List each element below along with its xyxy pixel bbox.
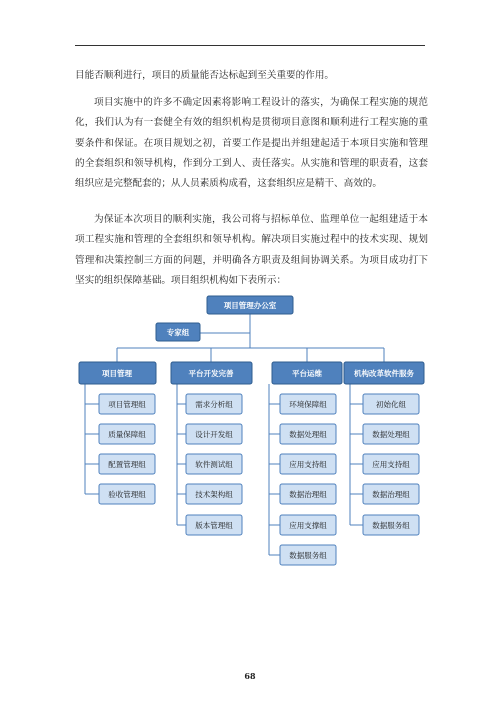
org-group [186, 394, 242, 414]
org-group [186, 424, 242, 444]
paragraph-2: 项目实施中的许多不确定因素将影响工程设计的落实，为确保工程实施的规范化，我们认为有一套健全有效的组织机构是贯彻项目意图和顺利进行工程实施的重要条件和保证。在项目规划之初，首要工作是提出并组建起适于本项目实施和管理的全套组织和领导机构，作到分工到人、责任落实。从实施和管理的职责看，这套组织应是完整配套的；从人员素质构成看，这套组织应是精干、高效的。 [75, 97, 428, 190]
org-group [186, 515, 242, 535]
group-label: 应用支撑组 [289, 521, 327, 530]
org-department [171, 362, 252, 384]
org-expert [156, 323, 200, 341]
department-label: 机构改革软件服务 [354, 369, 414, 378]
page-number: 68 [244, 671, 256, 681]
group-label: 项目管理组 [108, 400, 146, 409]
org-group [99, 454, 155, 474]
group-label: 应用支持组 [289, 460, 327, 469]
department-label: 项目管理 [102, 369, 132, 378]
org-expert-label: 专家组 [166, 328, 190, 337]
group-label: 技术架构组 [195, 490, 233, 499]
org-group [363, 454, 419, 474]
group-label: 质量保障组 [108, 430, 146, 439]
org-group [99, 394, 155, 414]
org-root-label: 项目管理办公室 [223, 301, 277, 310]
org-group [186, 454, 242, 474]
group-label: 数据治理组 [289, 490, 327, 499]
org-department [344, 362, 424, 384]
org-group [280, 394, 336, 414]
group-label: 数据处理组 [289, 430, 327, 439]
department-label: 平台运维 [292, 369, 322, 378]
org-group [280, 545, 336, 565]
org-root [207, 296, 293, 314]
group-label: 验收管理组 [108, 490, 146, 499]
department-label: 平台开发完善 [188, 369, 234, 378]
group-label: 需求分析组 [195, 400, 233, 409]
org-department [79, 362, 156, 384]
org-group [186, 484, 242, 504]
paragraph-1: 目能否顺利进行，项目的质量能否达标起到至关重要的作用。 [75, 70, 335, 81]
org-group [363, 484, 419, 504]
paragraph-3: 为保证本次项目的顺利实施，我公司将与招标单位、监理单位一起组建适于本项工程实施和管理的全套组织和领导机构。解决项目实施过程中的技术实现、规划管理和决策控制三方面的问题，并明确各方职责及组间协调关系。为项目成功打下坚实的组织保障基础。项目组织机构如下表所示： [75, 214, 428, 286]
group-label: 初始化组 [376, 400, 406, 409]
org-department [272, 362, 342, 384]
group-label: 数据治理组 [372, 490, 410, 499]
org-group [280, 484, 336, 504]
group-label: 数据处理组 [372, 430, 410, 439]
org-group [363, 515, 419, 535]
org-group [280, 515, 336, 535]
group-label: 设计开发组 [195, 430, 233, 439]
org-group [280, 454, 336, 474]
group-label: 软件测试组 [195, 460, 233, 469]
group-label: 环境保障组 [289, 400, 327, 409]
group-label: 应用支持组 [372, 460, 410, 469]
org-group [280, 424, 336, 444]
group-label: 版本管理组 [195, 521, 233, 530]
group-label: 配置管理组 [108, 460, 146, 469]
org-group [99, 484, 155, 504]
group-label: 数据服务组 [289, 551, 327, 560]
org-group [99, 424, 155, 444]
group-label: 数据服务组 [372, 521, 410, 530]
org-group [363, 424, 419, 444]
org-group [363, 394, 419, 414]
